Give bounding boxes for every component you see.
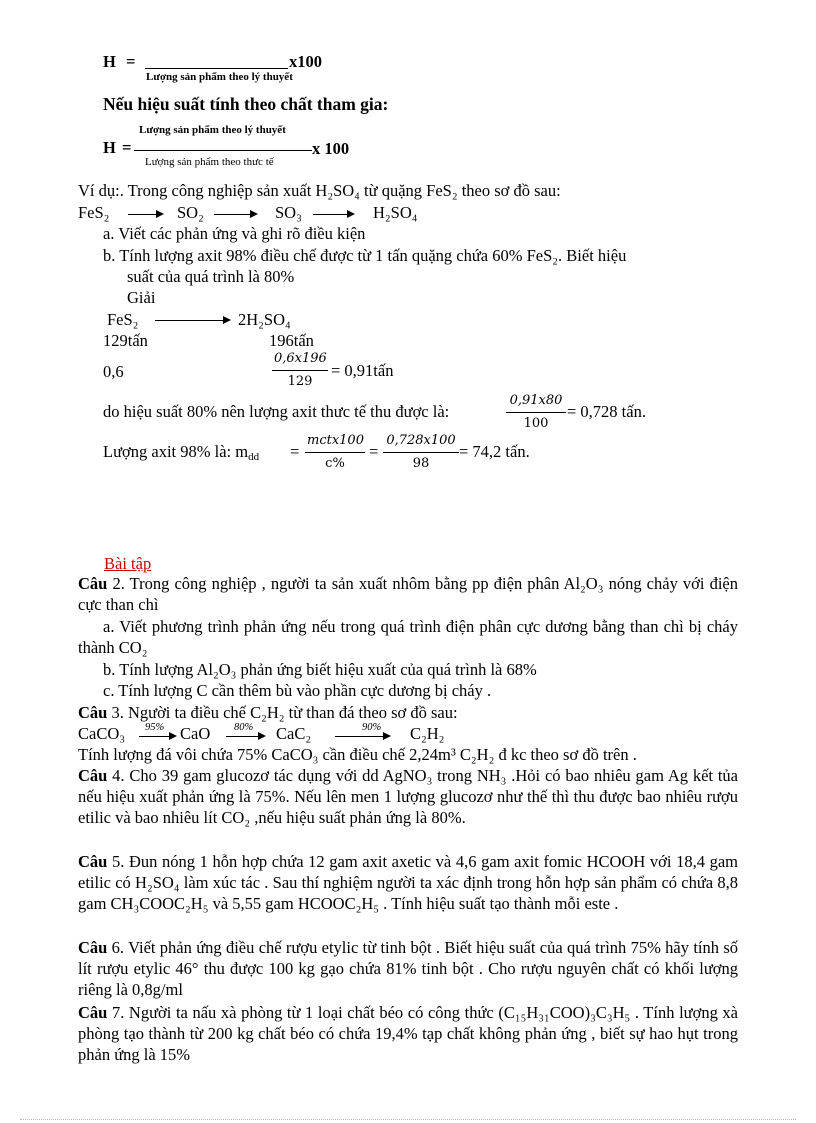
q5-label: Câu [78, 852, 108, 871]
q3-scheme-caco3: CaCO₃ [78, 724, 126, 743]
numerator-label: Lượng sản phẩm theo lý thuyết [139, 124, 286, 136]
fraction-bar-2 [134, 150, 312, 151]
fraction-4 [383, 432, 459, 473]
fraction-bar [145, 68, 288, 69]
arrow-2 [214, 214, 256, 215]
fraction-2-result: = 0,728 tấn. [567, 402, 646, 421]
q7-label: Câu [78, 1003, 108, 1022]
item-b-line2: suất của quá trình là 80% [127, 267, 295, 286]
question-7 [78, 1002, 738, 1066]
q3-label: Câu [78, 703, 108, 722]
formula2-x100: x 100 [312, 139, 350, 158]
solution-arrow [155, 320, 229, 321]
formula2-h-label: H [103, 138, 116, 157]
value-left: 0,6 [103, 362, 124, 381]
mass-right: 196tấn [269, 331, 314, 350]
exercises-title: Bài tập [104, 554, 152, 573]
question-2-a: a. Viết phương trình phản ứng nếu trong quá trình điện phân cực dương bằng than chì bị cháy thành CO₂ [78, 617, 738, 658]
fraction-2-den: 100 [523, 416, 549, 431]
question-3 [78, 702, 738, 723]
denominator-label: Lượng sản phẩm theo lý thuyết [146, 71, 293, 83]
q4-label: Câu [78, 766, 108, 785]
fraction-2 [506, 392, 566, 433]
arrow-1 [128, 214, 162, 215]
question-2 [78, 573, 738, 615]
q2-text: 2. Trong công nghiệp , người ta sản xuất nhôm bằng pp điện phân Al₂O₃ nóng chảy với điện cực than chì [78, 574, 738, 615]
q3-arrow-1 [139, 736, 175, 737]
solution-label: Giải [127, 288, 156, 307]
q3-scheme-cao: CaO [180, 724, 211, 743]
item-b-line1: b. Tính lượng axit 98% điều chế được từ 1 tấn quặng chứa 60% FeS₂. Biết hiệu [103, 246, 627, 265]
q6-text: 6. Viết phản ứng điều chế rượu etylic từ tinh bột . Biết hiệu suất của quá trình 75% hãy tính số lít rượu etylic 46° thu được 100 kg gạo chứa 81% tinh bột . Cho rượu nguyên chất có khối lượng riêng là 0,8g/ml [78, 938, 738, 1000]
question-2-c: c. Tính lượng C cần thêm bù vào phần cực dương bị cháy . [103, 681, 492, 700]
acid-result: = 74,2 tấn. [459, 442, 530, 461]
fraction-3-num: mctx100 [305, 432, 365, 453]
q3-yield-2: 80% [234, 722, 254, 733]
arrow-3 [313, 214, 353, 215]
fraction-1 [272, 350, 328, 391]
page-bottom-divider [20, 1119, 796, 1120]
fraction-3 [305, 432, 365, 473]
q2-label: Câu [78, 574, 108, 593]
mass-left: 129tấn [103, 331, 148, 350]
q3-scheme-c2h2: C₂H₂ [410, 724, 445, 743]
acid-text-main: Lượng axit 98% là: m [103, 442, 249, 461]
q6-label: Câu [78, 938, 108, 957]
q3-yield-3: 90% [362, 722, 382, 733]
yield-text: do hiệu suất 80% nên lượng axit thưc tế thu được là: [103, 402, 450, 421]
acid-eq-2: = [369, 442, 379, 461]
fraction-4-den: 98 [412, 456, 430, 471]
q3-text: 3. Người ta điều chế C₂H₂ từ than đá theo sơ đồ sau: [107, 703, 458, 722]
question-4 [78, 765, 738, 829]
q3-arrow-2 [226, 736, 264, 737]
solution-h2so4: 2H₂SO₄ [238, 310, 291, 329]
q4-text: 4. Cho 39 gam glucozơ tác dụng với dd AgNO₃ trong NH₃ .Hỏi có bao nhiêu gam Ag kết tủa nếu hiệu xuất phản ứng là 75%. Nếu lên men 1 lượng glucozơ như thế thì thu được bao nhiêu rượu etilic và bao nhiêu lít CO₂ ,nếu hiệu suất phản ứng là 80%. [78, 766, 738, 828]
formula-h-label: H [103, 52, 116, 71]
fraction-1-result: = 0,91tấn [331, 361, 394, 380]
scheme-h2so4: H₂SO₄ [373, 203, 418, 222]
denominator-label-2: Lượng sản phẩm theo thưc tế [145, 156, 274, 168]
fraction-4-num: 0,728x100 [383, 432, 459, 453]
q3-line: Tính lượng đá vôi chứa 75% CaCO₃ cần điều chế 2,24m³ C₂H₂ đ kc theo sơ đồ trên . [78, 745, 637, 764]
item-a: a. Viết các phản ứng và ghi rõ điều kiện [103, 224, 366, 243]
formula-eq: = [126, 52, 136, 71]
formula2-eq: = [122, 138, 132, 157]
acid-sub: dd [248, 451, 260, 463]
fraction-1-den: 129 [287, 374, 313, 389]
acid-text [103, 441, 259, 462]
question-2-b: b. Tính lượng Al₂O₃ phản ứng biết hiệu xuất của quá trình là 68% [103, 660, 537, 679]
solution-fes2: FeS₂ [107, 310, 139, 329]
scheme-so3: SO₃ [275, 203, 302, 222]
scheme-fes2: FeS₂ [78, 203, 110, 222]
fraction-3-den: c% [325, 456, 345, 471]
scheme-so2: SO₂ [177, 203, 204, 222]
q3-scheme-cac2: CaC₂ [276, 724, 312, 743]
question-6 [78, 937, 738, 1001]
question-5 [78, 851, 738, 915]
q3-yield-1: 95% [145, 722, 165, 733]
q3-arrow-3 [335, 736, 389, 737]
q5-text: 5. Đun nóng 1 hỗn hợp chứa 12 gam axit axetic và 4,6 gam axit fomic HCOOH với 18,4 gam etilic có H₂SO₄ làm xúc tác . Sau thí nghiệm người ta xác định trong hỗn hợp sản phẩm có chứa 8,8 gam CH₃COOC₂H₅ và 5,55 gam HCOOC₂H₅ . Tính hiệu suất tạo thành mỗi este . [78, 852, 738, 914]
section-heading: Nếu hiệu suất tính theo chất tham gia: [103, 94, 389, 114]
q7-text: 7. Người ta nấu xà phòng từ 1 loại chất béo có công thức (C₁₅H₃₁COO)₃C₃H₅ . Tính lượng xà phòng tạo thành từ 200 kg chất béo có chứa 19,4% tạp chất không phản ứng , biết sự hao hụt trong phản ứng là 15% [78, 1003, 738, 1065]
fraction-1-num: 0,6x196 [272, 350, 328, 371]
fraction-2-num: 0,91x80 [506, 392, 566, 413]
acid-eq: = [290, 442, 300, 461]
formula-x100: x100 [289, 52, 322, 71]
example-intro: Ví dụ:. Trong công nghiệp sản xuất H₂SO₄ từ quặng FeS₂ theo sơ đồ sau: [78, 181, 561, 200]
